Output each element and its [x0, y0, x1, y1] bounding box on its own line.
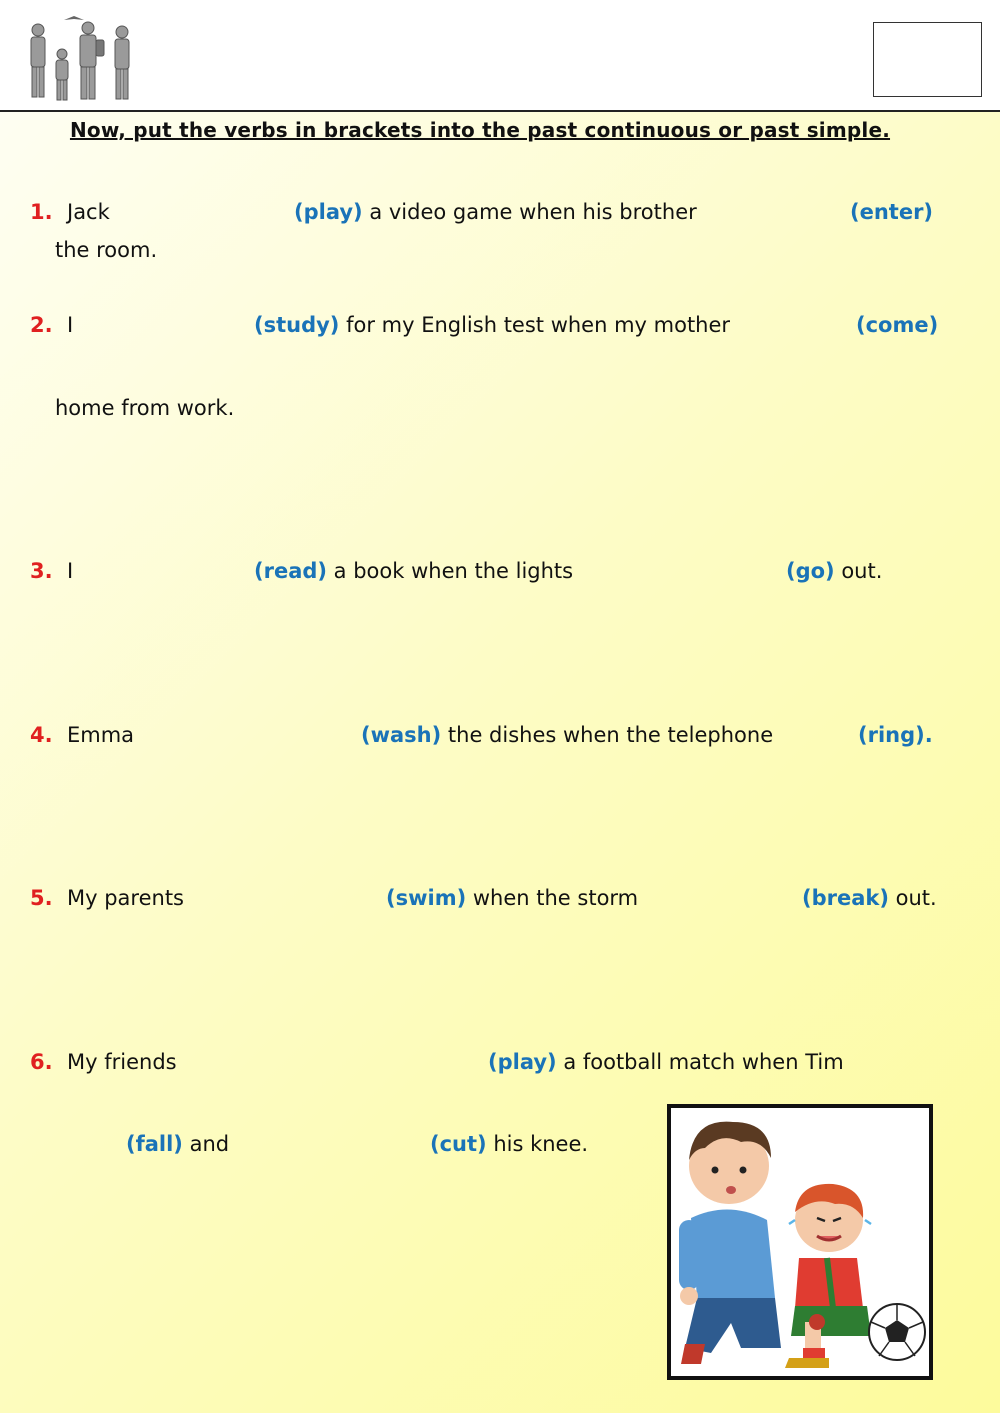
- item-2-subject: I: [67, 313, 74, 337]
- score-box: [873, 22, 982, 97]
- clause-text: a football match when Tim: [556, 1050, 844, 1074]
- item-2-clause: [254, 315, 730, 336]
- clause-text: a book when the lights: [327, 559, 574, 583]
- item-3-clause: [254, 561, 573, 582]
- item-number: 3.: [30, 559, 53, 583]
- verb-prompt: (break): [802, 886, 889, 910]
- verb-prompt: (swim): [386, 886, 467, 910]
- verb-prompt: (study): [254, 313, 340, 337]
- verb-prompt: (wash): [361, 723, 442, 747]
- item-5-subject: My parents: [67, 886, 184, 910]
- clause-text: and: [182, 1132, 230, 1156]
- clause-text: the dishes when the telephone: [441, 723, 774, 747]
- verb-prompt: (fall): [126, 1132, 183, 1156]
- verb-prompt: (go): [786, 559, 835, 583]
- clause-text: .: [924, 723, 933, 747]
- clause-text: his knee.: [486, 1132, 589, 1156]
- clause-text: out.: [834, 559, 883, 583]
- header-divider: [0, 110, 1000, 112]
- verb-prompt: (enter): [850, 200, 934, 224]
- item-1-number: [30, 202, 53, 223]
- item-6-clause: [488, 1052, 844, 1073]
- item-3-subject: I: [67, 559, 74, 583]
- injured-boy-picture: [667, 1104, 933, 1380]
- item-number: 2.: [30, 313, 53, 337]
- item-4-clause: [361, 725, 773, 746]
- item-5-clause: [386, 888, 638, 909]
- item-number: 6.: [30, 1050, 53, 1074]
- item-1-clause: [294, 202, 697, 223]
- verb-prompt: (cut): [430, 1132, 487, 1156]
- item-1-subject: Jack: [67, 200, 110, 224]
- instruction-heading: Now, put the verbs in brackets into the past continuous or past simple.: [69, 118, 891, 142]
- clause-text: a video game when his brother: [362, 200, 697, 224]
- clause-text: for my English test when my mother: [339, 313, 731, 337]
- item-4-subject: Emma: [67, 723, 135, 747]
- tourists-illustration: [24, 12, 140, 104]
- clause-text: when the storm: [466, 886, 639, 910]
- clause-text: out.: [888, 886, 937, 910]
- item-number: 1.: [30, 200, 53, 224]
- verb-prompt: (play): [488, 1050, 557, 1074]
- item-2-ending: home from work.: [55, 396, 235, 420]
- boys-football-illustration: [671, 1108, 929, 1376]
- verb-prompt: (play): [294, 200, 363, 224]
- item-1-ending: the room.: [55, 238, 158, 262]
- verb-prompt: (ring): [858, 723, 925, 747]
- item-6-subject: My friends: [67, 1050, 177, 1074]
- verb-prompt: (come): [856, 313, 939, 337]
- verb-prompt: (read): [254, 559, 327, 583]
- item-number: 5.: [30, 886, 53, 910]
- item-number: 4.: [30, 723, 53, 747]
